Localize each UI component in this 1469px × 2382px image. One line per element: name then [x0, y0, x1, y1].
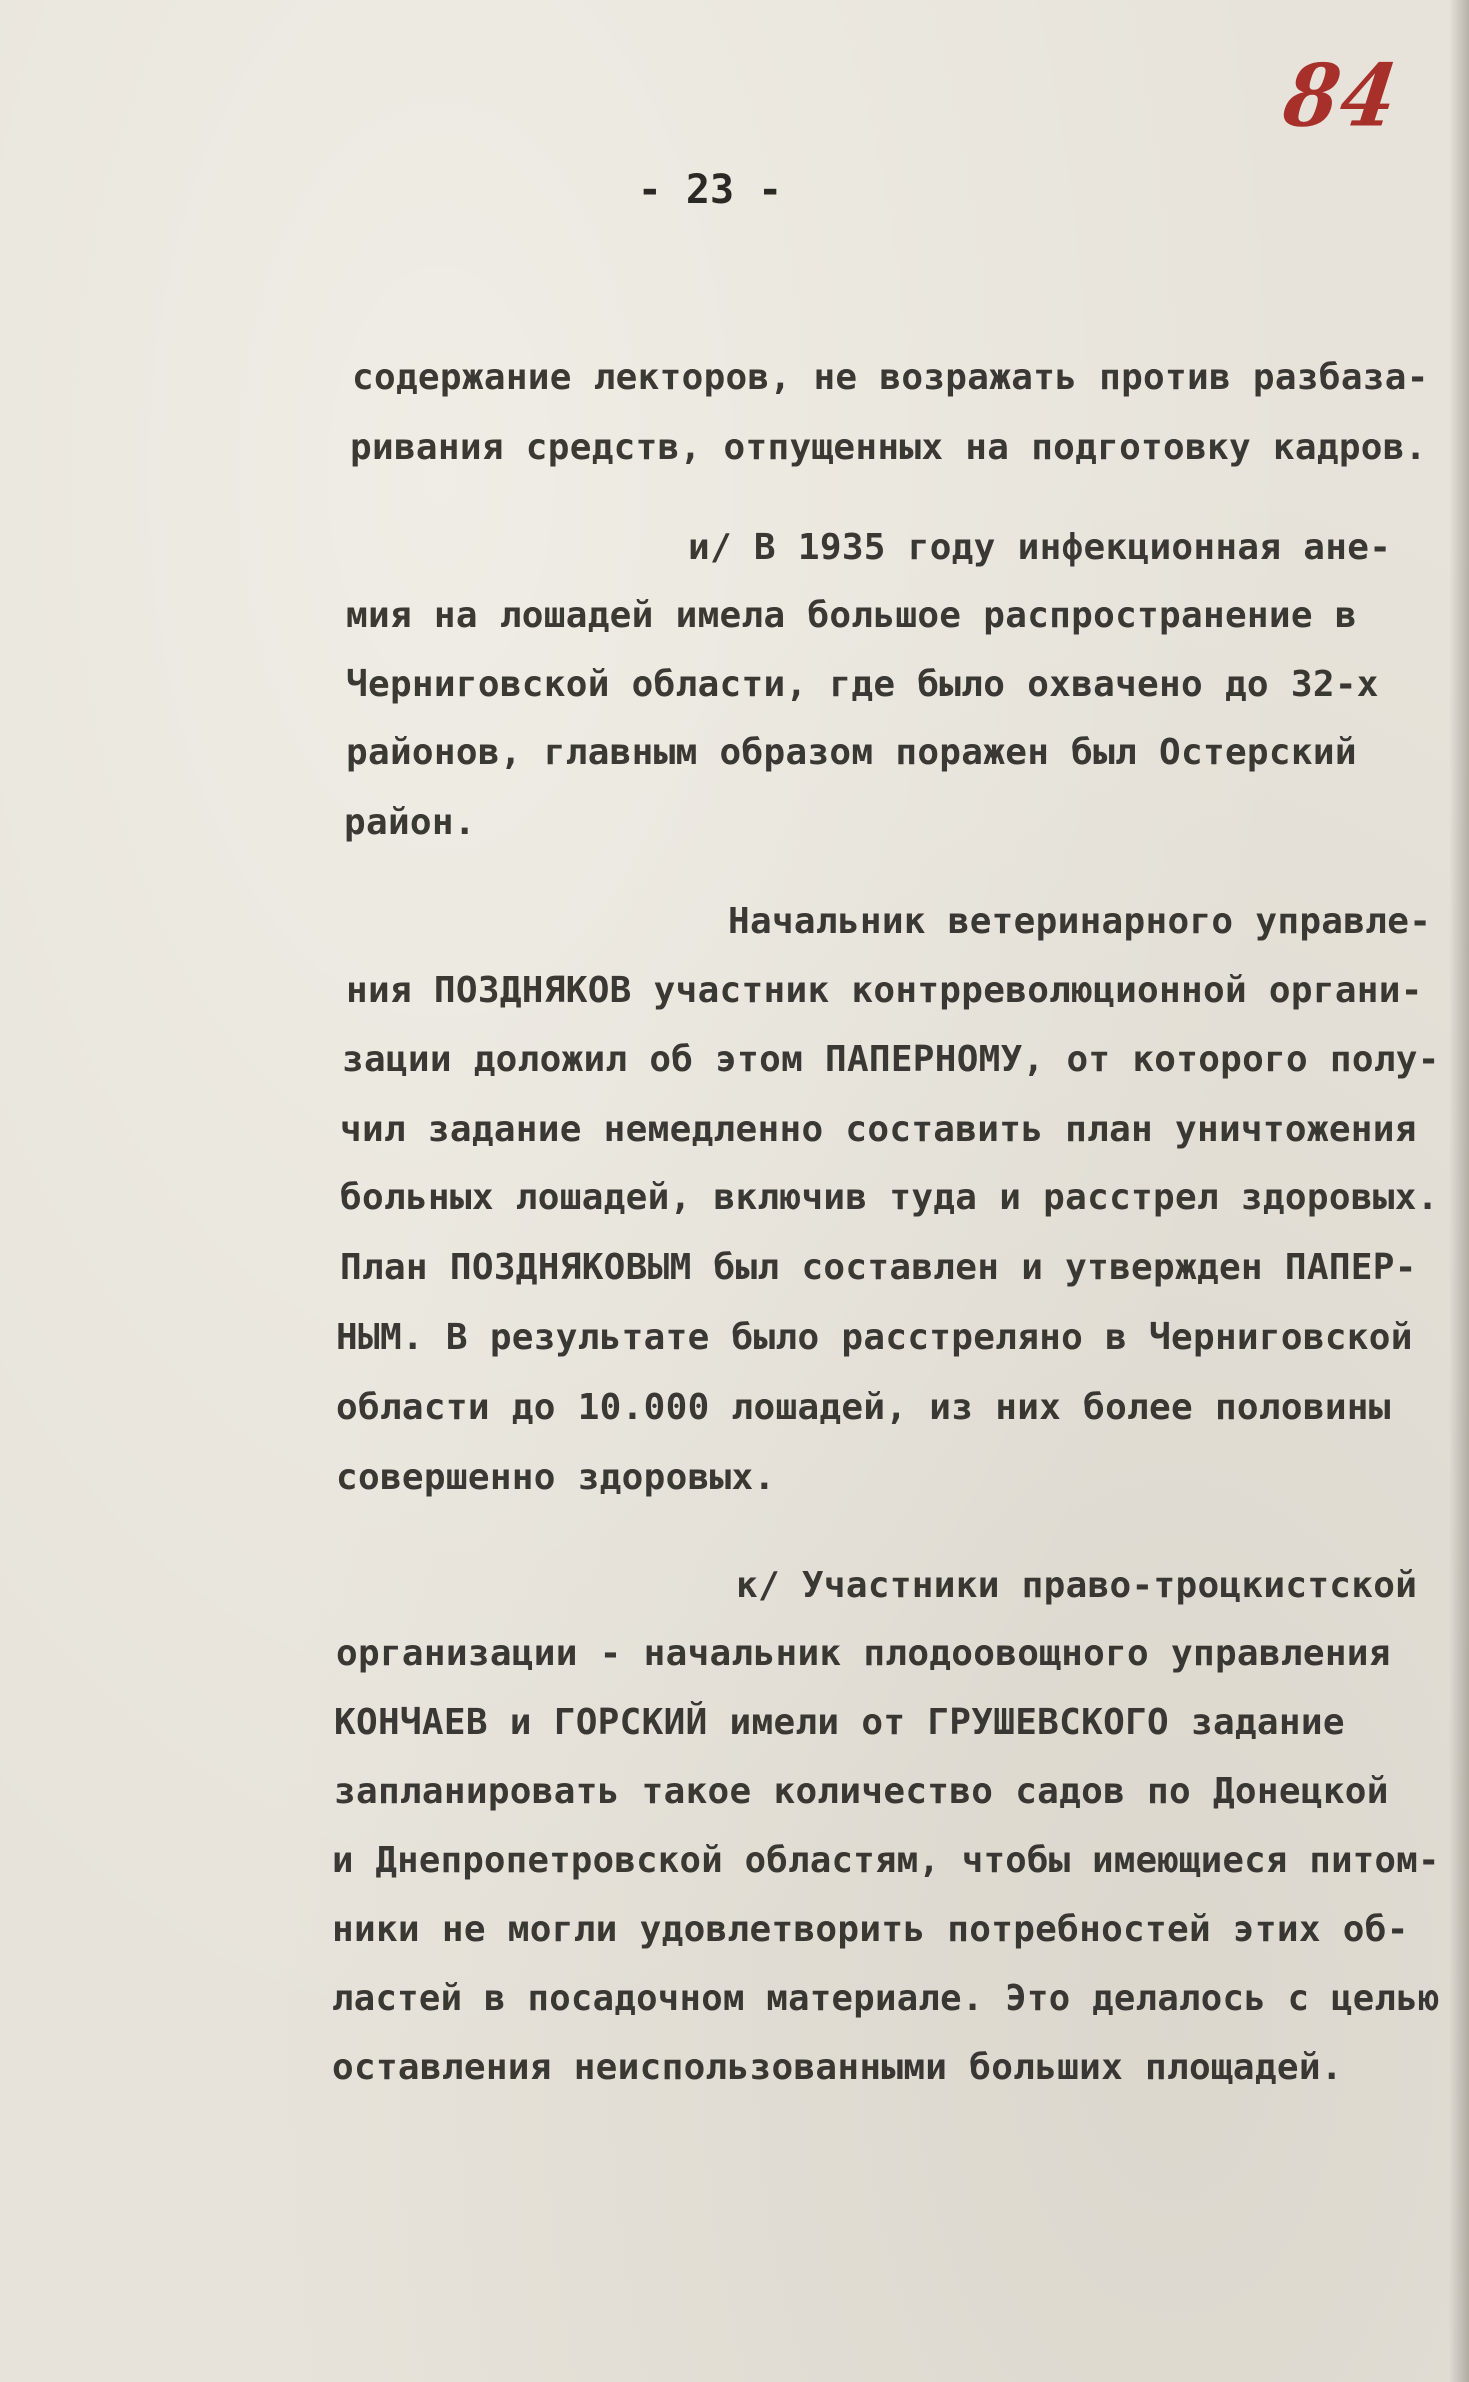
text-line: районов, главным образом поражен был Остерский: [346, 732, 1357, 773]
text-line: оставления неиспользованными больших площадей.: [332, 2047, 1343, 2088]
text-line: НЫМ. В результате было расстреляно в Черниговской: [336, 1317, 1413, 1358]
text-line: ластей в посадочном материале. Это делалось с целью: [332, 1978, 1440, 2019]
text-line: к/ Участники право-троцкистской: [736, 1565, 1418, 1606]
archive-page-number: 84: [1278, 46, 1405, 147]
text-line: зации доложил об этом ПАПЕРНОМУ, от которого полу-: [342, 1039, 1440, 1080]
text-line: район.: [344, 802, 476, 843]
text-line: организации - начальник плодоовощного управления: [336, 1633, 1391, 1674]
text-line: и Днепропетровской областям, чтобы имеющиеся питом-: [332, 1840, 1440, 1881]
text-line: Начальник ветеринарного управле-: [728, 901, 1432, 942]
text-line: ривания средств, отпущенных на подготовку кадров.: [350, 427, 1427, 468]
page-number: - 23 -: [637, 167, 783, 213]
text-line: совершенно здоровых.: [336, 1457, 776, 1498]
text-line: Черниговской области, где было охвачено до 32-х: [346, 664, 1379, 705]
text-line: содержание лекторов, не возражать против разбаза-: [352, 357, 1429, 398]
text-line: запланировать такое количество садов по Донецкой: [334, 1771, 1389, 1812]
text-line: ники не могли удовлетворить потребностей этих об-: [332, 1909, 1409, 1950]
text-line: КОНЧАЕВ и ГОРСКИЙ имели от ГРУШЕВСКОГО задание: [334, 1702, 1345, 1743]
page-edge-shadow: [1449, 0, 1469, 2382]
text-line: ния ПОЗДНЯКОВ участник контрреволюционной органи-: [346, 970, 1423, 1011]
text-line: чил задание немедленно составить план уничтожения: [340, 1109, 1417, 1150]
text-line: больных лошадей, включив туда и расстрел здоровых.: [340, 1177, 1439, 1218]
text-line: План ПОЗДНЯКОВЫМ был составлен и утвержден ПАПЕР-: [340, 1247, 1417, 1288]
text-line: и/ В 1935 году инфекционная ане-: [688, 527, 1392, 568]
text-line: мия на лошадей имела большое распространение в: [346, 595, 1357, 636]
text-line: области до 10.000 лошадей, из них более половины: [336, 1387, 1391, 1428]
